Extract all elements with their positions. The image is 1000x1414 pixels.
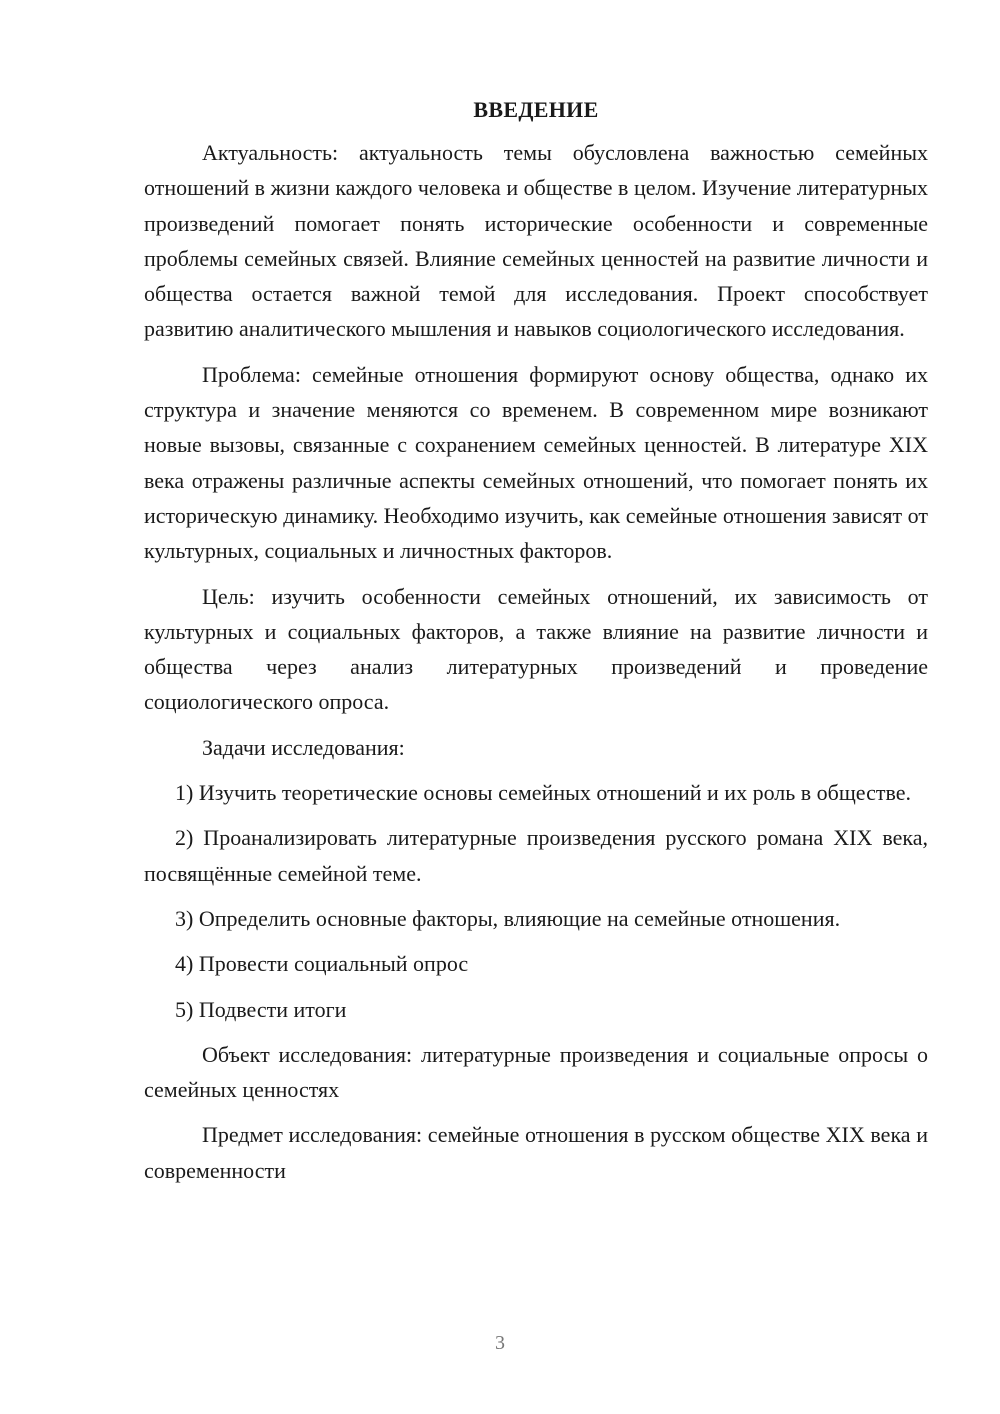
task-item-5: 5) Подвести итоги [175, 996, 347, 1022]
problem-paragraph: Проблема: семейные отношения формируют основу общества, однако их структура и значение меняются со временем. В современном мире возникают новые вызовы, связанные с сохранением семейных ценностей. В литературе XIX века отражены различные аспекты семейных отношений, что помогает понять их историческую динамику. Необходимо изучить, как семейные отношения зависят от культурных, социальных и личностных факторов. [144, 361, 928, 564]
page-number: 3 [495, 1332, 505, 1354]
relevance-paragraph: Актуальность: актуальность темы обусловлена важностью семейных отношений в жизни каждого человека и обществе в целом. Изучение литературных произведений помогает понять исторические особенности и современные проблемы семейных связей. Влияние семейных ценностей на развитие личности и общества остается важной темой для исследования. Проект способствует развитию аналитического мышления и навыков социологического исследования. [144, 140, 928, 342]
task-item-4: 4) Провести социальный опрос [175, 951, 469, 977]
task-item-3: 3) Определить основные факторы, влияющие на семейные отношения. [175, 905, 841, 931]
page-title: ВВЕДЕНИЕ [473, 97, 599, 122]
object-paragraph: Объект исследования: литературные произведения и социальные опросы о семейных ценностях [144, 1041, 928, 1103]
subject-paragraph: Предмет исследования: семейные отношения в русском обществе XIX века и современности [144, 1122, 928, 1183]
task-item-1: 1) Изучить теоретические основы семейных отношений и их роль в обществе. [175, 780, 912, 806]
goal-paragraph: Цель: изучить особенности семейных отношений, их зависимость от культурных и социальных факторов, а также влияние на развитие личности и общества через анализ литературных произведений и проведение социологического опроса. [144, 583, 928, 715]
tasks-heading: Задачи исследования: [202, 734, 405, 760]
document-page [144, 92, 928, 1198]
task-item-2: 2) Проанализировать литературные произведения русского романа XIX века, посвящённые семейной теме. [144, 825, 928, 886]
